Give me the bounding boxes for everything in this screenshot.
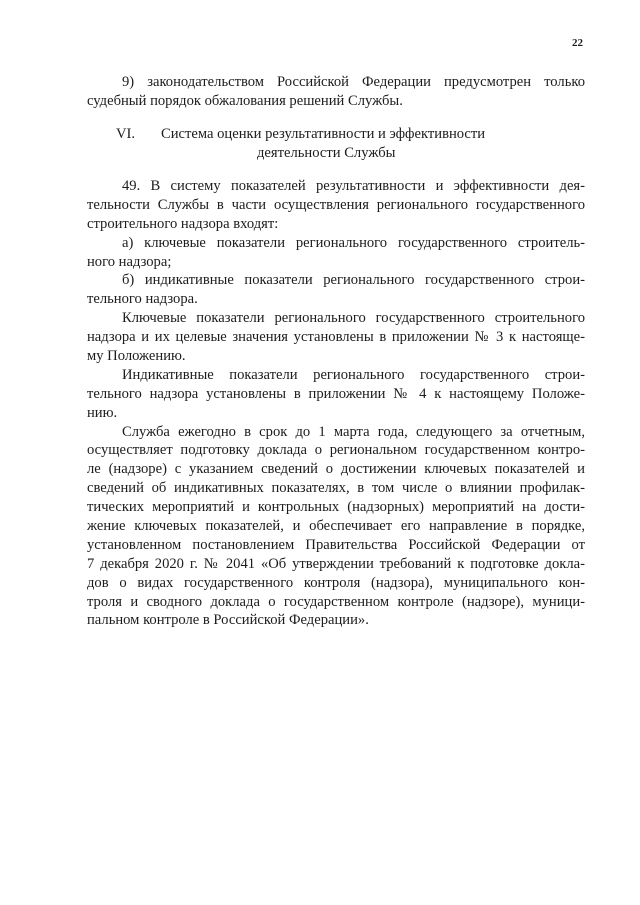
text-line: 49. В систему показателей результативности и эффективности дея- <box>122 178 585 194</box>
text-line: жение ключевых показателей, и обеспечивает его направление в порядке, <box>87 518 585 535</box>
text-line: Ключевые показатели регионального государственного строительного <box>122 310 585 327</box>
section-heading <box>87 125 585 163</box>
text-line: 9) законодательством Российской Федерации предусмотрен только <box>122 74 585 90</box>
section-number: VI. <box>116 126 136 142</box>
text-line: сведений об индикативных показателях, в том числе о влиянии профилак- <box>87 480 585 497</box>
text-line: пальном контроле в Российской Федерации». <box>87 612 369 629</box>
text-line: осуществляет подготовку доклада о региональном государственном контро- <box>87 442 585 459</box>
text-line: дов о видах государственного контроля (надзора), муниципального кон- <box>87 574 585 591</box>
page-number: 22 <box>572 37 583 49</box>
text-line: строительного надзора входят: <box>87 215 279 232</box>
section-title-line: Система оценки результативности и эффективности <box>161 126 486 142</box>
text-line: тельного надзора. <box>87 291 198 308</box>
section-title-line: деятельности Службы <box>257 144 396 161</box>
text-line: б) индикативные показатели регионального государственного строи- <box>122 272 585 289</box>
text-line: троля и сводного доклада о государственном контроле (надзоре), муници- <box>87 593 585 610</box>
text-line: тельности Службы в части осуществления регионального государственного <box>87 196 585 213</box>
text-line: тельного надзора установлены в приложении № 4 к настоящему Положе- <box>87 385 585 402</box>
text-line: му Положению. <box>87 348 186 365</box>
text-line: Служба ежегодно в срок до 1 марта года, следующего за отчетным, <box>122 423 585 440</box>
text-line: нию. <box>87 404 118 421</box>
text-line: а) ключевые показатели регионального государственного строитель- <box>122 234 585 251</box>
text-line: установленном постановлением Правительства Российской Федерации от <box>87 536 585 553</box>
text-line: ле (надзоре) с указанием сведений о достижении ключевых показателей и <box>87 461 585 478</box>
text-line: 7 декабря 2020 г. № 2041 «Об утверждении требований к подготовке докла- <box>87 555 585 572</box>
section-body <box>87 177 585 630</box>
text-line: ного надзора; <box>87 253 172 270</box>
text-line: судебный порядок обжалования решений Службы. <box>87 92 403 109</box>
text-line: надзора и их целевые значения установлены в приложении № 3 к настояще- <box>87 329 585 346</box>
intro-paragraph <box>87 73 585 111</box>
text-line: Индикативные показатели регионального государственного строи- <box>122 366 585 383</box>
text-line: тических мероприятий и контрольных (надзорных) мероприятий на дости- <box>87 499 585 516</box>
